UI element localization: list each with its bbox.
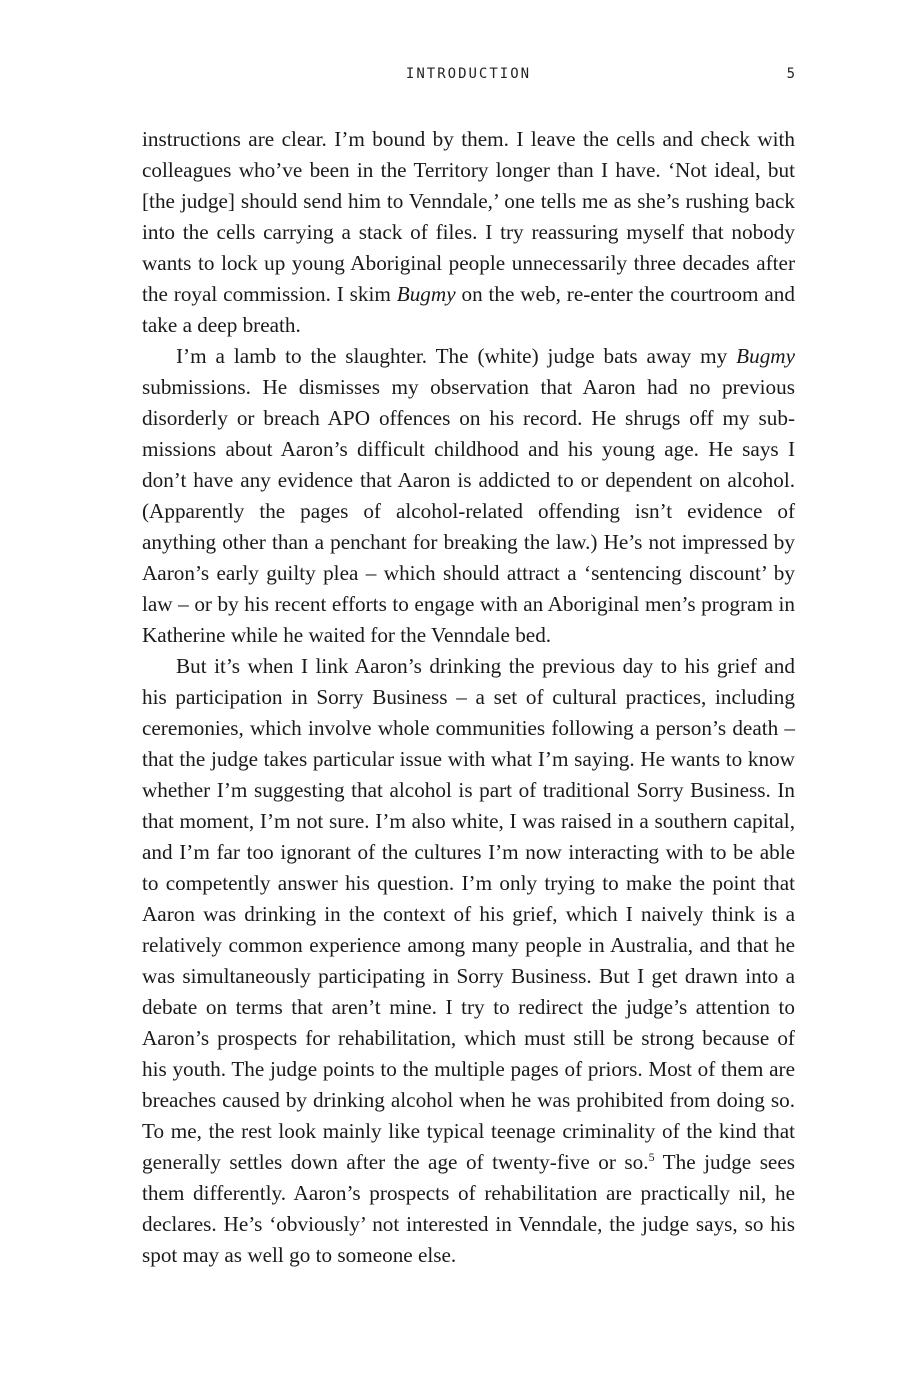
paragraph-3 bbox=[142, 651, 795, 1271]
paragraph-2 bbox=[142, 341, 795, 651]
page-number: 5 bbox=[786, 66, 795, 82]
footnote-reference: 5 bbox=[648, 1150, 655, 1164]
paragraph-3-text-a: But it’s when I link Aaron’s drinking the previous day to his grief and his participation in Sorry Business – a set of cultural practices, including ceremonies, which involve whole communities following a person’s death – that the judge takes particular issue with what I’m saying. He wants to know whether I’m suggesting that alcohol is part of traditional Sorry Business. In that moment, I’m not sure. I’m also white, I was raised in a southern capital, and I’m far too ignorant of the cultures I’m now interacting with to be able to competently answer his question. I’m only trying to make the point that Aaron was drinking in the context of his grief, which I naively think is a relatively common experience among many people in Australia, and that he was simultaneously participating in Sorry Business. But I get drawn into a debate on terms that aren’t mine. I try to redirect the judge’s attention to Aaron’s prospects for rehabilitation, which must still be strong because of his youth. The judge points to the multiple pages of priors. Most of them are breaches caused by drinking alcohol when he was prohibited from doing so. To me, the rest look mainly like typical teenage criminality of the kind that generally settles down after the age of twenty-five or so. bbox=[142, 654, 795, 1174]
case-name-bugmy: Bugmy bbox=[736, 344, 795, 368]
running-title: INTRODUCTION bbox=[405, 66, 532, 82]
paragraph-2-text-a: I’m a lamb to the slaughter. The (white) judge bats away my bbox=[176, 344, 737, 368]
running-head bbox=[142, 66, 795, 90]
paragraph-2-text-c: submissions. He dismisses my observation that Aaron had no previous disorderly or breach APO offences on his record. He shrugs off my submissions about Aaron’s difficult childhood and his young age. He says I don’t have any evidence that Aaron is addicted to or dependent on alcohol. (Apparently the pages of alcohol-related offending isn’t evidence of anything other than a penchant for breaking the law.) He’s not impressed by Aaron’s early guilty plea – which should attract a ‘sentencing discount’ by law – or by his recent efforts to engage with an Aboriginal men’s program in Katherine while he waited for the Venndale bed. bbox=[142, 375, 795, 647]
body-text bbox=[142, 124, 795, 1271]
paragraph-1-text-a: instructions are clear. I’m bound by them. I leave the cells and check with colleagues who’ve been in the Territory longer than I have. ‘Not ideal, but [the judge] should send him to Venndale,’ one tells me as she’s rushing back into the cells carrying a stack of files. I try reassuring myself that nobody wants to lock up young Aboriginal people unnecessarily three decades after the royal commission. I skim bbox=[142, 127, 795, 306]
paragraph-1 bbox=[142, 124, 795, 341]
paragraph-1-text-c: on the web, re-enter the courtroom and take a deep breath. bbox=[142, 282, 795, 337]
paragraph-3-text-b: The judge sees them differently. Aaron’s prospects of rehabilitation are practically nil, he declares. He’s ‘obviously’ not interested in Venndale, the judge says, so his spot may as well go to someone else. bbox=[142, 1150, 795, 1267]
case-name-bugmy: Bugmy bbox=[396, 282, 456, 306]
